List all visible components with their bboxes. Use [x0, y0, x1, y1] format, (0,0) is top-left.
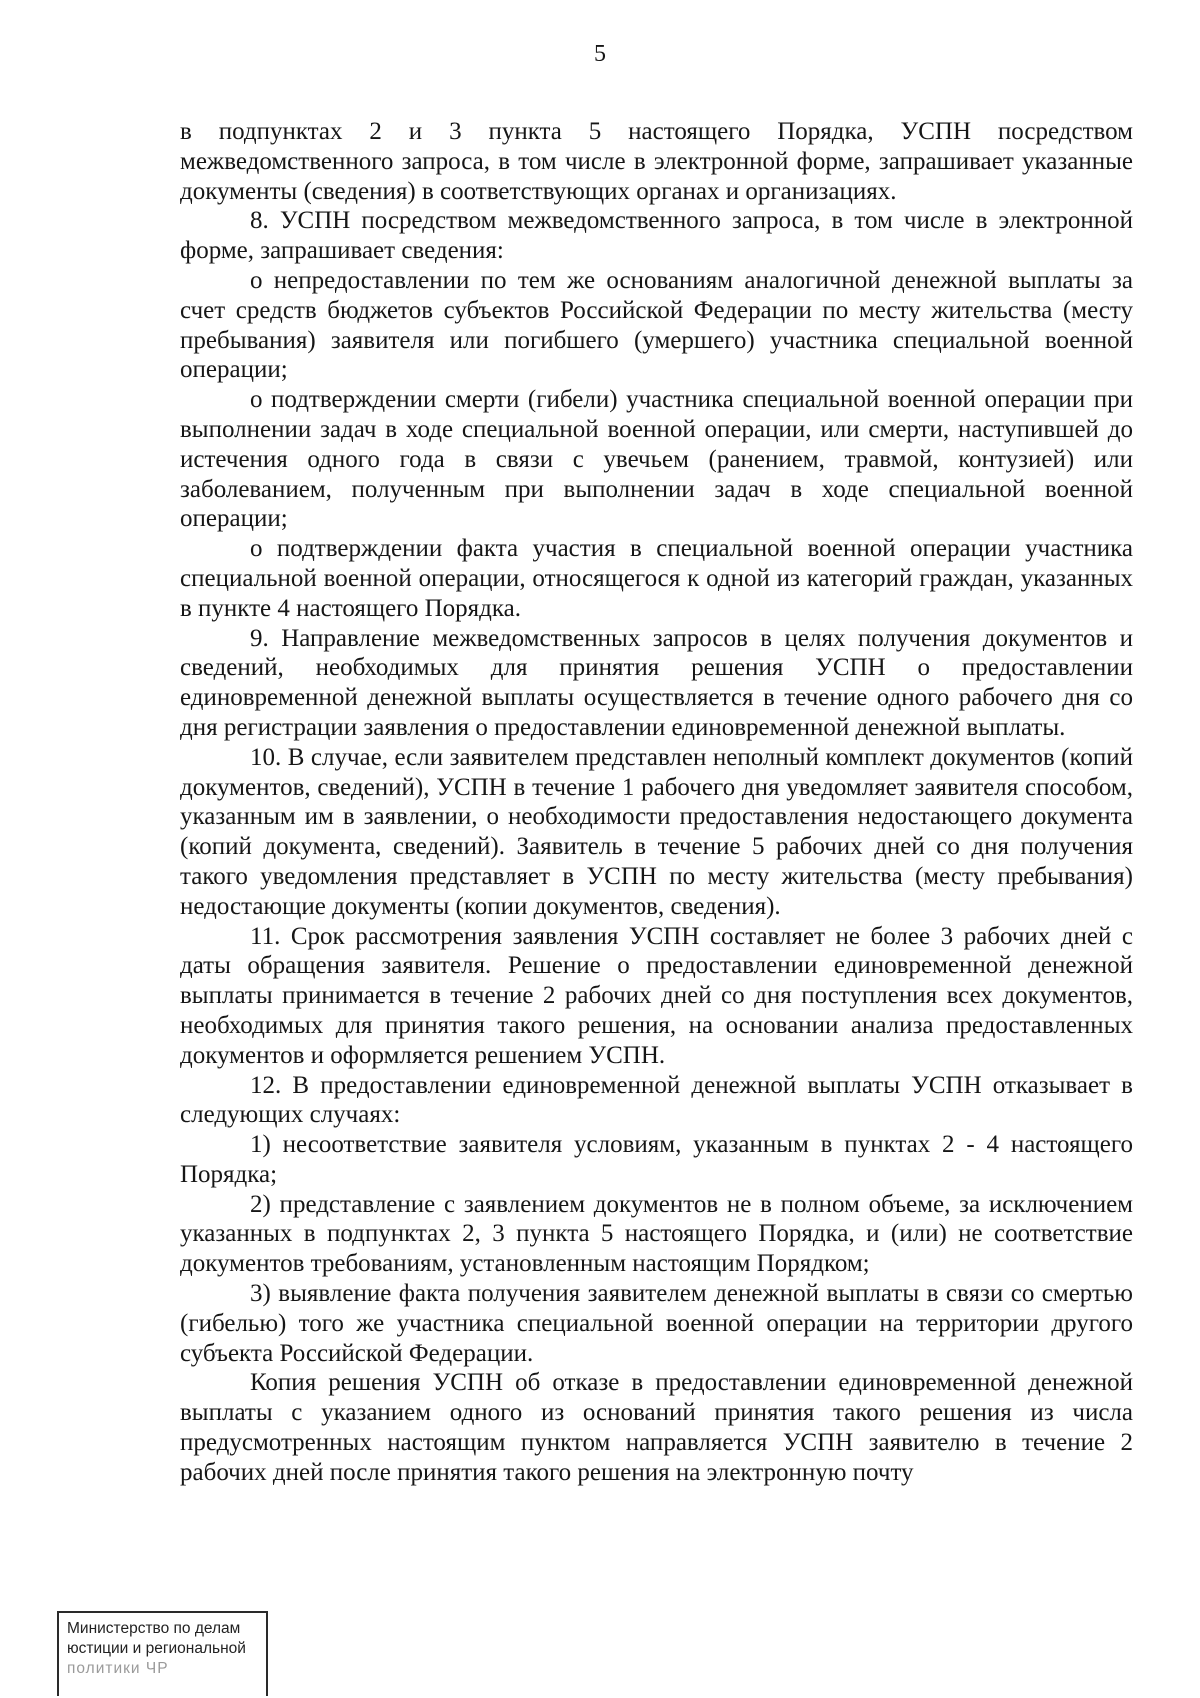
stamp-line-1: Министерство по делам	[67, 1620, 241, 1637]
paragraph-12-item-2: 2) представление с заявлением документов не в полном объеме, за исключением указанных в подпунктах 2, 3 пункта 5 настоящего Порядка, и (или) не соответствие документов требованиям, установленным настоящим Порядком;	[180, 1190, 1133, 1278]
paragraph-11: 11. Срок рассмотрения заявления УСПН составляет не более 3 рабочих дней с даты обращения заявителя. Решение о предоставлении единовременной денежной выплаты принимается в течение 2 рабочих дней со дня поступления всех документов, необходимых для принятия такого решения, на основании анализа предоставленных документов и оформляется решением УСПН.	[180, 922, 1133, 1069]
paragraph-10: 10. В случае, если заявителем представлен неполный комплект документов (копий документов, сведений), УСПН в течение 1 рабочего дня уведомляет заявителя способом, указанным им в заявлении, о необходимости предоставления недостающего документа (копий документа, сведений). Заявитель в течение 5 рабочих дней со дня получения такого уведомления представляет в УСПН по месту жительства (месту пребывания) недостающие документы (копии документов, сведения).	[180, 743, 1133, 920]
ministry-stamp	[57, 1611, 268, 1696]
paragraph-8-item-1: о непредоставлении по тем же основаниям аналогичной денежной выплаты за счет средств бюджетов субъектов Российской Федерации по месту жительства (месту пребывания) заявителя или погибшего (умершего) участника специальной военной операции;	[180, 266, 1133, 384]
paragraph-continuation: в подпунктах 2 и 3 пункта 5 настоящего Порядка, УСПН посредством межведомственного запроса, в том числе в электронной форме, запрашивает указанные документы (сведения) в соответствующих органах и организациях.	[180, 118, 1133, 205]
page-number: 5	[594, 41, 606, 67]
stamp-line-2: юстиции и региональной	[67, 1640, 246, 1657]
paragraph-8-item-2: о подтверждении смерти (гибели) участника специальной военной операции при выполнении задач в ходе специальной военной операции, или смерти, наступившей до истечения одного года в связи с увечьем (ранением, травмой, контузией) или заболеванием, полученным при выполнении задач в ходе специальной военной операции;	[180, 386, 1133, 533]
paragraph-9: 9. Направление межведомственных запросов в целях получения документов и сведений, необходимых для принятия решения УСПН о предоставлении единовременной денежной выплаты осуществляется в течение одного рабочего дня со дня регистрации заявления о предоставлении единовременной денежной выплаты.	[180, 624, 1133, 741]
paragraph-12-item-1: 1) несоответствие заявителя условиям, указанным в пунктах 2 - 4 настоящего Порядка;	[180, 1131, 1133, 1188]
paragraph-12-item-3: 3) выявление факта получения заявителем денежной выплаты в связи со смертью (гибелью) того же участника специальной военной операции на территории другого субъекта Российской Федерации.	[180, 1280, 1133, 1367]
stamp-line-3: политики ЧР	[67, 1660, 169, 1677]
paragraph-12-refusal-copy: Копия решения УСПН об отказе в предоставлении единовременной денежной выплаты с указанием одного из оснований принятия такого решения из числа предусмотренных настоящим пунктом направляется УСПН заявителю в течение 2 рабочих дней после принятия такого решения на электронную почту	[180, 1369, 1133, 1486]
paragraph-8: 8. УСПН посредством межведомственного запроса, в том числе в электронной форме, запрашивает сведения:	[180, 207, 1133, 265]
document-body	[180, 117, 1133, 1488]
paragraph-12: 12. В предоставлении единовременной денежной выплаты УСПН отказывает в следующих случаях:	[180, 1071, 1133, 1129]
paragraph-8-item-3: о подтверждении факта участия в специальной военной операции участника специальной военной операции, относящегося к одной из категорий граждан, указанных в пункте 4 настоящего Порядка.	[180, 535, 1133, 622]
